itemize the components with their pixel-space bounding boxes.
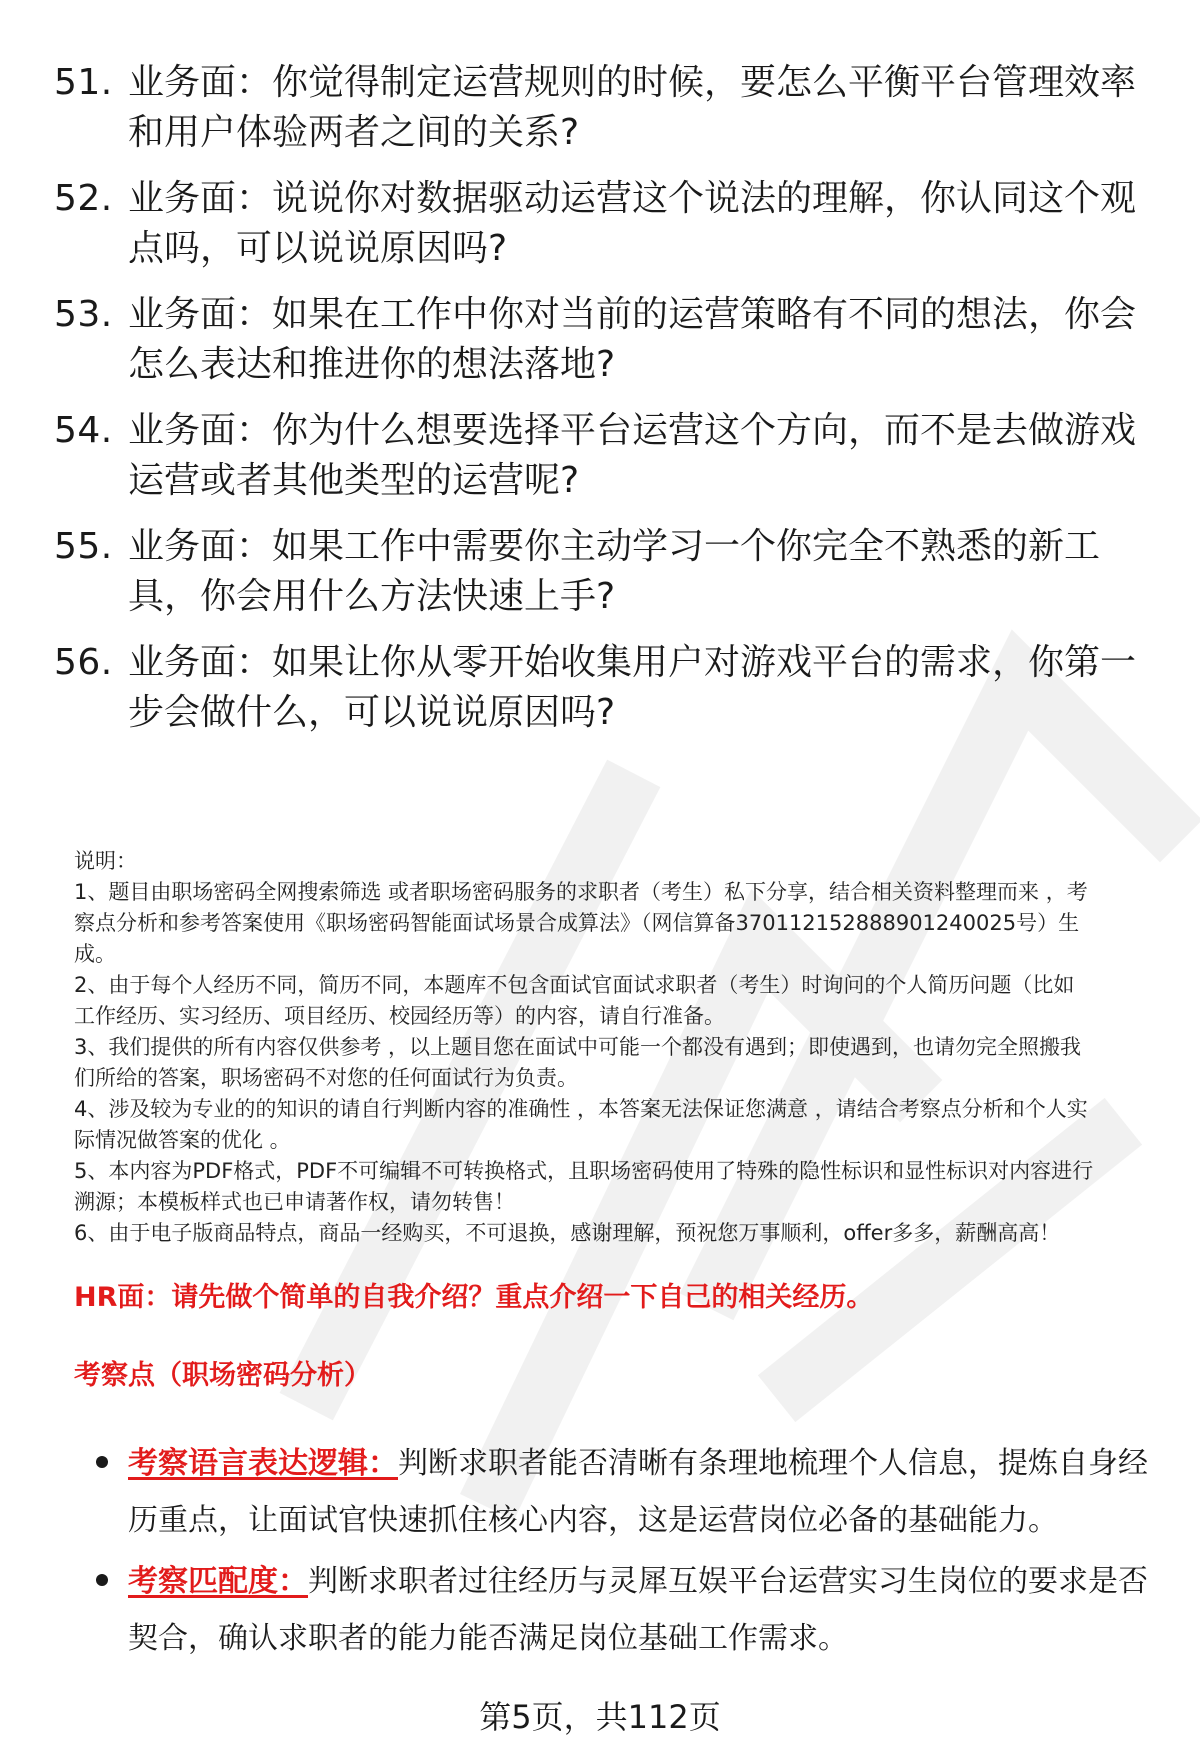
notes-line: 6、由于电子版商品特点，商品一经购买，不可退换，感谢理解，预祝您万事顺利，offer多多，薪酬高高！ <box>74 1221 1061 1245</box>
question-item <box>54 290 1154 390</box>
notes-line: 4、涉及较为专业的的知识的请自行判断内容的准确性 ，本答案无法保证您满意 ，请结合考察点分析和个人实 <box>74 1097 1088 1121</box>
notes-line: 1、题目由职场密码全网搜索筛选 或者职场密码服务的求职者（考生）私下分享，结合相关资料整理而来 ，考 <box>74 880 1088 904</box>
question-number: 52. <box>54 178 113 219</box>
question-text <box>128 638 1154 738</box>
notes-line: 溯源；本模板样式也已申请著作权，请勿转售！ <box>74 1190 515 1214</box>
question-number: 54. <box>54 410 113 451</box>
question-number: 56. <box>54 642 113 683</box>
question-line: 怎么表达和推进你的想法落地? <box>128 344 616 385</box>
question-item <box>54 638 1154 738</box>
analysis-point <box>92 1553 1172 1667</box>
notes-line: 3、我们提供的所有内容仅供参考 ，以上题目您在面试中可能一个都没有遇到；即使遇到，也请勿完全照搬我 <box>74 1035 1082 1059</box>
question-item <box>54 522 1154 622</box>
analysis-points <box>92 1435 1172 1671</box>
analysis-line <box>128 1553 1172 1610</box>
point-label: 考察语言表达逻辑： <box>128 1446 398 1481</box>
question-number: 55. <box>54 526 113 567</box>
notes-line: 们所给的答案，职场密码不对您的任何面试行为负责。 <box>74 1066 578 1090</box>
question-line: 和用户体验两者之间的关系? <box>128 112 580 153</box>
question-number: 53. <box>54 294 113 335</box>
question-line: 业务面：说说你对数据驱动运营这个说法的理解，你认同这个观 <box>128 178 1137 219</box>
analysis-point <box>92 1435 1172 1549</box>
question-number: 51. <box>54 62 113 103</box>
hr-question-heading: HR面：请先做个简单的自我介绍？重点介绍一下自己的相关经历。 <box>74 1282 874 1313</box>
notes-line: 工作经历、实习经历、项目经历、校园经历等）的内容，请自行准备。 <box>74 1004 725 1028</box>
point-text-continued: 契合，确认求职者的能力能否满足岗位基础工作需求。 <box>128 1621 848 1656</box>
question-text <box>128 290 1154 390</box>
question-line: 业务面：你觉得制定运营规则的时候，要怎么平衡平台管理效率 <box>128 62 1137 103</box>
bullet-icon <box>96 1456 108 1468</box>
notes-heading: 说明： <box>74 849 137 873</box>
notes-line: 2、由于每个人经历不同，简历不同，本题库不包含面试官面试求职者（考生）时询问的个人简历问题（比如 <box>74 973 1075 997</box>
question-line: 运营或者其他类型的运营呢? <box>128 460 580 501</box>
point-text: 判断求职者过往经历与灵犀互娱平台运营实习生岗位的要求是否 <box>308 1564 1148 1599</box>
disclaimer-notes <box>74 846 1164 1249</box>
point-label: 考察匹配度： <box>128 1564 308 1599</box>
question-item <box>54 174 1154 274</box>
page-footer: 第5页，共112页 <box>479 1698 721 1736</box>
question-text <box>128 406 1154 506</box>
notes-line: 际情况做答案的优化 。 <box>74 1128 291 1152</box>
notes-line: 5、本内容为PDF格式，PDF不可编辑不可转换格式，且职场密码使用了特殊的隐性标识和显性标识对内容进行 <box>74 1159 1094 1183</box>
question-text <box>128 174 1154 274</box>
question-text <box>128 522 1154 622</box>
question-line: 点吗，可以说说原因吗? <box>128 228 508 269</box>
notes-line: 察点分析和参考答案使用《职场密码智能面试场景合成算法》（网信算备370112152888901240025号）生 <box>74 911 1080 935</box>
question-line: 业务面：你为什么想要选择平台运营这个方向，而不是去做游戏 <box>128 410 1137 451</box>
question-line: 业务面：如果工作中需要你主动学习一个你完全不熟悉的新工 <box>128 526 1101 567</box>
question-item <box>54 58 1154 158</box>
question-line: 业务面：如果在工作中你对当前的运营策略有不同的想法，你会 <box>128 294 1137 335</box>
question-line: 步会做什么，可以说说原因吗? <box>128 692 616 733</box>
point-text-continued: 历重点，让面试官快速抓住核心内容，这是运营岗位必备的基础能力。 <box>128 1503 1058 1538</box>
question-list <box>54 58 1154 754</box>
question-line: 业务面：如果让你从零开始收集用户对游戏平台的需求，你第一 <box>128 642 1137 683</box>
question-text <box>128 58 1154 158</box>
analysis-line <box>128 1435 1172 1492</box>
bullet-icon <box>96 1574 108 1586</box>
question-item <box>54 406 1154 506</box>
question-line: 具，你会用什么方法快速上手? <box>128 576 616 617</box>
notes-line: 成。 <box>74 942 116 966</box>
point-text: 判断求职者能否清晰有条理地梳理个人信息，提炼自身经 <box>398 1446 1148 1481</box>
analysis-heading: 考察点（职场密码分析） <box>74 1360 371 1391</box>
